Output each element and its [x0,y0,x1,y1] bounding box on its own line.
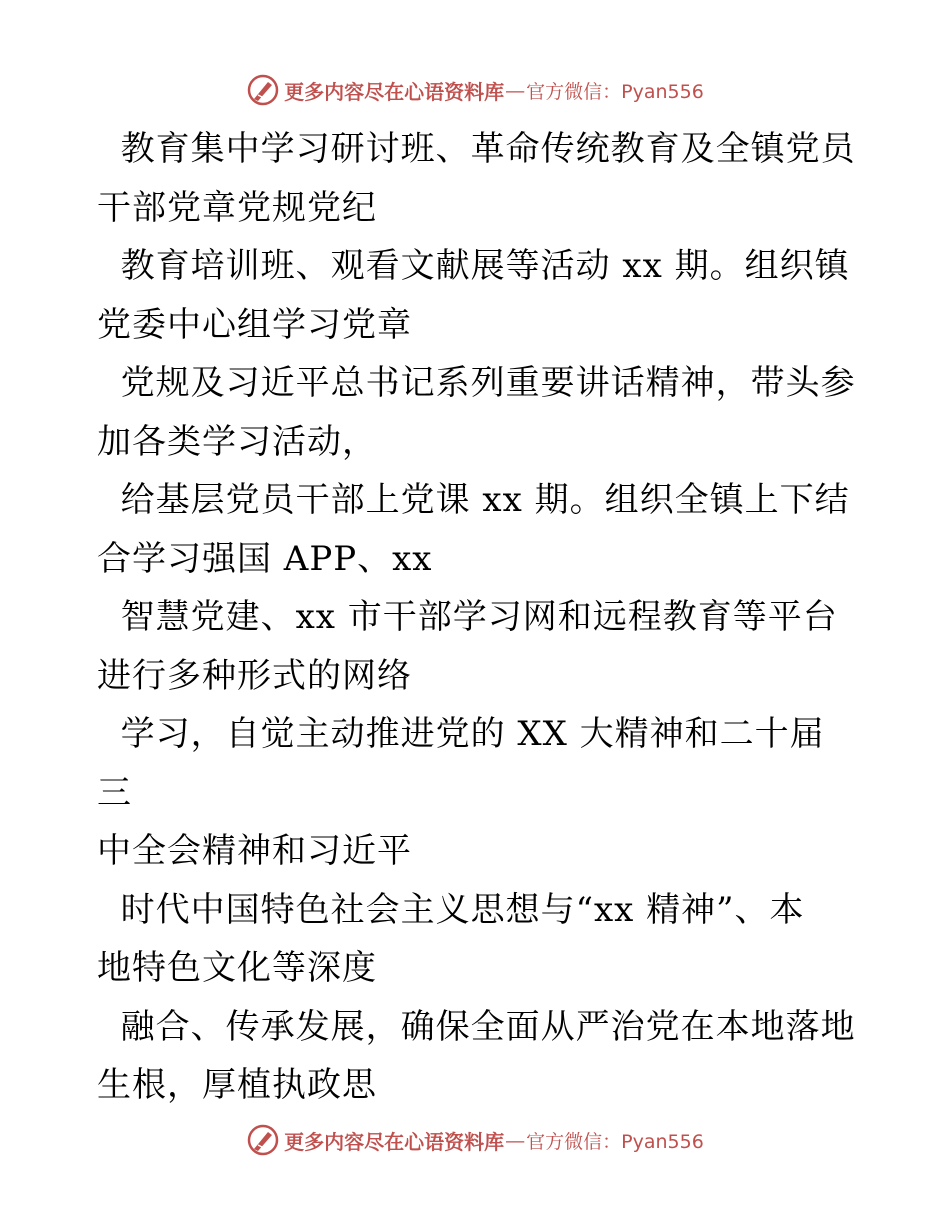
watermark-official-wechat: 官方微信：Pyan556 [526,80,704,103]
watermark-dash: — [505,78,526,102]
paragraph: 学习，自觉主动推进党的 XX 大精神和二十届三 中全会精神和习近平 [97,714,825,871]
paragraph: 智慧党建、xx 市干部学习网和远程教育等平台 进行多种形式的网络 [97,597,838,696]
watermark-official-wechat: 官方微信：Pyan556 [526,1130,704,1153]
paragraph: 党规及习近平总书记系列重要讲话精神，带头参 加各类学习活动， [97,363,856,462]
paragraph: 教育集中学习研讨班、革命传统教育及全镇党员 干部党章党规党纪 [97,129,856,228]
paragraph: 给基层党员干部上党课 xx 期。组织全镇上下结 合学习强国 APP、xx [97,480,850,579]
watermark-brand: 更多内容尽在心语资料库 [284,1129,505,1154]
footer-watermark [0,1122,950,1158]
paragraph: 教育培训班、观看文献展等活动 xx 期。组织镇 党委中心组学习党章 [97,246,850,345]
quill-pen-logo-icon [246,1123,280,1157]
header-watermark [0,72,950,108]
watermark-brand: 更多内容尽在心语资料库 [284,79,505,104]
paragraph: 时代中国特色社会主义思想与“xx 精神”、本 地特色文化等深度 [97,889,805,988]
paragraph: 融合、传承发展，确保全面从严治党在本地落地 生根，厚植执政思 [97,1006,856,1105]
quill-pen-logo-icon [246,73,280,107]
document-body [97,120,857,1115]
watermark-dash: — [505,1128,526,1152]
